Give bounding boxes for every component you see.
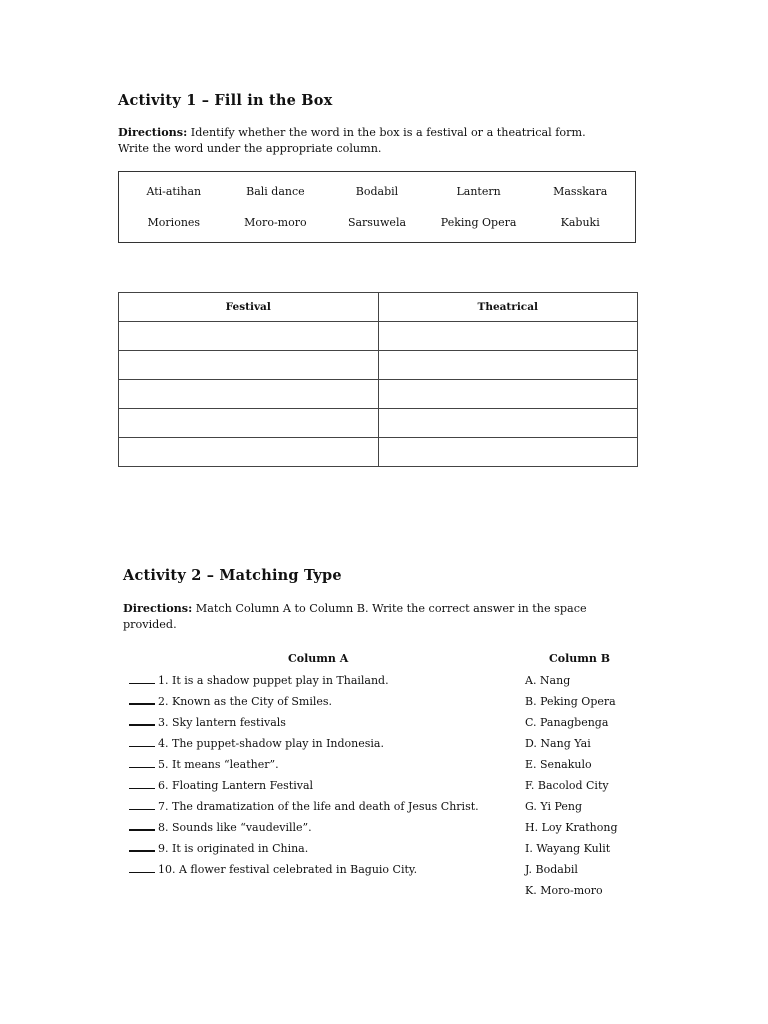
word-item: Moriones bbox=[147, 216, 201, 229]
list-item: 3. Sky lantern festivals bbox=[129, 712, 479, 733]
list-item: A. Nang bbox=[525, 674, 571, 687]
festival-header: Festival bbox=[119, 293, 379, 322]
answer-blank[interactable] bbox=[129, 817, 155, 831]
list-item: J. Bodabil bbox=[525, 863, 578, 876]
list-item: 10. A flower festival celebrated in Baguio City. bbox=[129, 859, 479, 880]
list-item: D. Nang Yai bbox=[525, 737, 591, 750]
directions-label: Directions: bbox=[118, 125, 188, 139]
word-item: Moro-moro bbox=[244, 216, 307, 229]
answer-blank[interactable] bbox=[129, 776, 155, 789]
word-item: Sarsuwela bbox=[347, 216, 407, 229]
column-b-header: Column B bbox=[549, 652, 611, 665]
list-item: G. Yi Peng bbox=[525, 800, 583, 813]
answer-blank[interactable] bbox=[129, 712, 155, 726]
table-row bbox=[119, 438, 638, 467]
activity2-title: Activity 2 – Matching Type bbox=[123, 567, 342, 584]
list-item: E. Senakulo bbox=[525, 758, 592, 771]
word-item: Masskara bbox=[553, 185, 608, 198]
column-a-header: Column A bbox=[288, 652, 349, 665]
theatrical-header: Theatrical bbox=[378, 293, 638, 322]
word-item: Bodabil bbox=[355, 185, 399, 198]
festival-theatrical-table bbox=[118, 292, 638, 467]
directions-label: Directions: bbox=[123, 601, 193, 615]
answer-blank[interactable] bbox=[129, 797, 155, 810]
list-item: 9. It is originated in China. bbox=[129, 838, 479, 859]
list-item: B. Peking Opera bbox=[525, 695, 616, 708]
activity1-directions bbox=[118, 124, 638, 157]
word-item: Bali dance bbox=[246, 185, 305, 198]
answer-blank[interactable] bbox=[129, 734, 155, 747]
table-row bbox=[119, 322, 638, 351]
answer-blank[interactable] bbox=[129, 691, 155, 705]
word-item: Ati-atihan bbox=[146, 185, 202, 198]
theatrical-cell[interactable] bbox=[378, 351, 638, 380]
word-item: Peking Opera bbox=[440, 216, 517, 229]
festival-cell[interactable] bbox=[119, 322, 379, 351]
table-row bbox=[119, 351, 638, 380]
list-item: I. Wayang Kulit bbox=[525, 842, 611, 855]
activity1-title: Activity 1 – Fill in the Box bbox=[118, 92, 333, 109]
word-box bbox=[118, 171, 636, 243]
answer-blank[interactable] bbox=[129, 755, 155, 768]
word-item: Kabuki bbox=[560, 216, 600, 229]
festival-cell[interactable] bbox=[119, 438, 379, 467]
list-item: 5. It means “leather”. bbox=[129, 754, 479, 775]
answer-blank[interactable] bbox=[129, 838, 155, 852]
list-item: H. Loy Krathong bbox=[525, 821, 618, 834]
theatrical-cell[interactable] bbox=[378, 409, 638, 438]
list-item: 4. The puppet-shadow play in Indonesia. bbox=[129, 733, 479, 754]
festival-cell[interactable] bbox=[119, 409, 379, 438]
list-item: 1. It is a shadow puppet play in Thailand. bbox=[129, 670, 479, 691]
theatrical-cell[interactable] bbox=[378, 322, 638, 351]
directions-text: Match Column A to Column B. Write the correct answer in the space bbox=[192, 602, 587, 615]
table-row bbox=[119, 409, 638, 438]
answer-blank[interactable] bbox=[129, 860, 155, 873]
list-item: F. Bacolod City bbox=[525, 779, 609, 792]
column-b-list bbox=[525, 670, 618, 901]
festival-cell[interactable] bbox=[119, 380, 379, 409]
theatrical-cell[interactable] bbox=[378, 380, 638, 409]
activity2-directions bbox=[123, 600, 645, 633]
festival-cell[interactable] bbox=[119, 351, 379, 380]
word-item: Lantern bbox=[456, 185, 501, 198]
directions-text: Identify whether the word in the box is a festival or a theatrical form. bbox=[187, 126, 586, 139]
table-header-row bbox=[119, 293, 638, 322]
list-item: 8. Sounds like “vaudeville”. bbox=[129, 817, 479, 838]
directions-text-2: provided. bbox=[123, 618, 177, 631]
list-item: C. Panagbenga bbox=[525, 716, 609, 729]
theatrical-cell[interactable] bbox=[378, 438, 638, 467]
list-item: 6. Floating Lantern Festival bbox=[129, 775, 479, 796]
answer-blank[interactable] bbox=[129, 671, 155, 684]
table-row bbox=[119, 380, 638, 409]
list-item: 7. The dramatization of the life and death of Jesus Christ. bbox=[129, 796, 479, 817]
directions-text-2: Write the word under the appropriate column. bbox=[118, 142, 382, 155]
list-item: K. Moro-moro bbox=[525, 884, 603, 897]
list-item: 2. Known as the City of Smiles. bbox=[129, 691, 479, 712]
column-a-list bbox=[129, 670, 479, 880]
